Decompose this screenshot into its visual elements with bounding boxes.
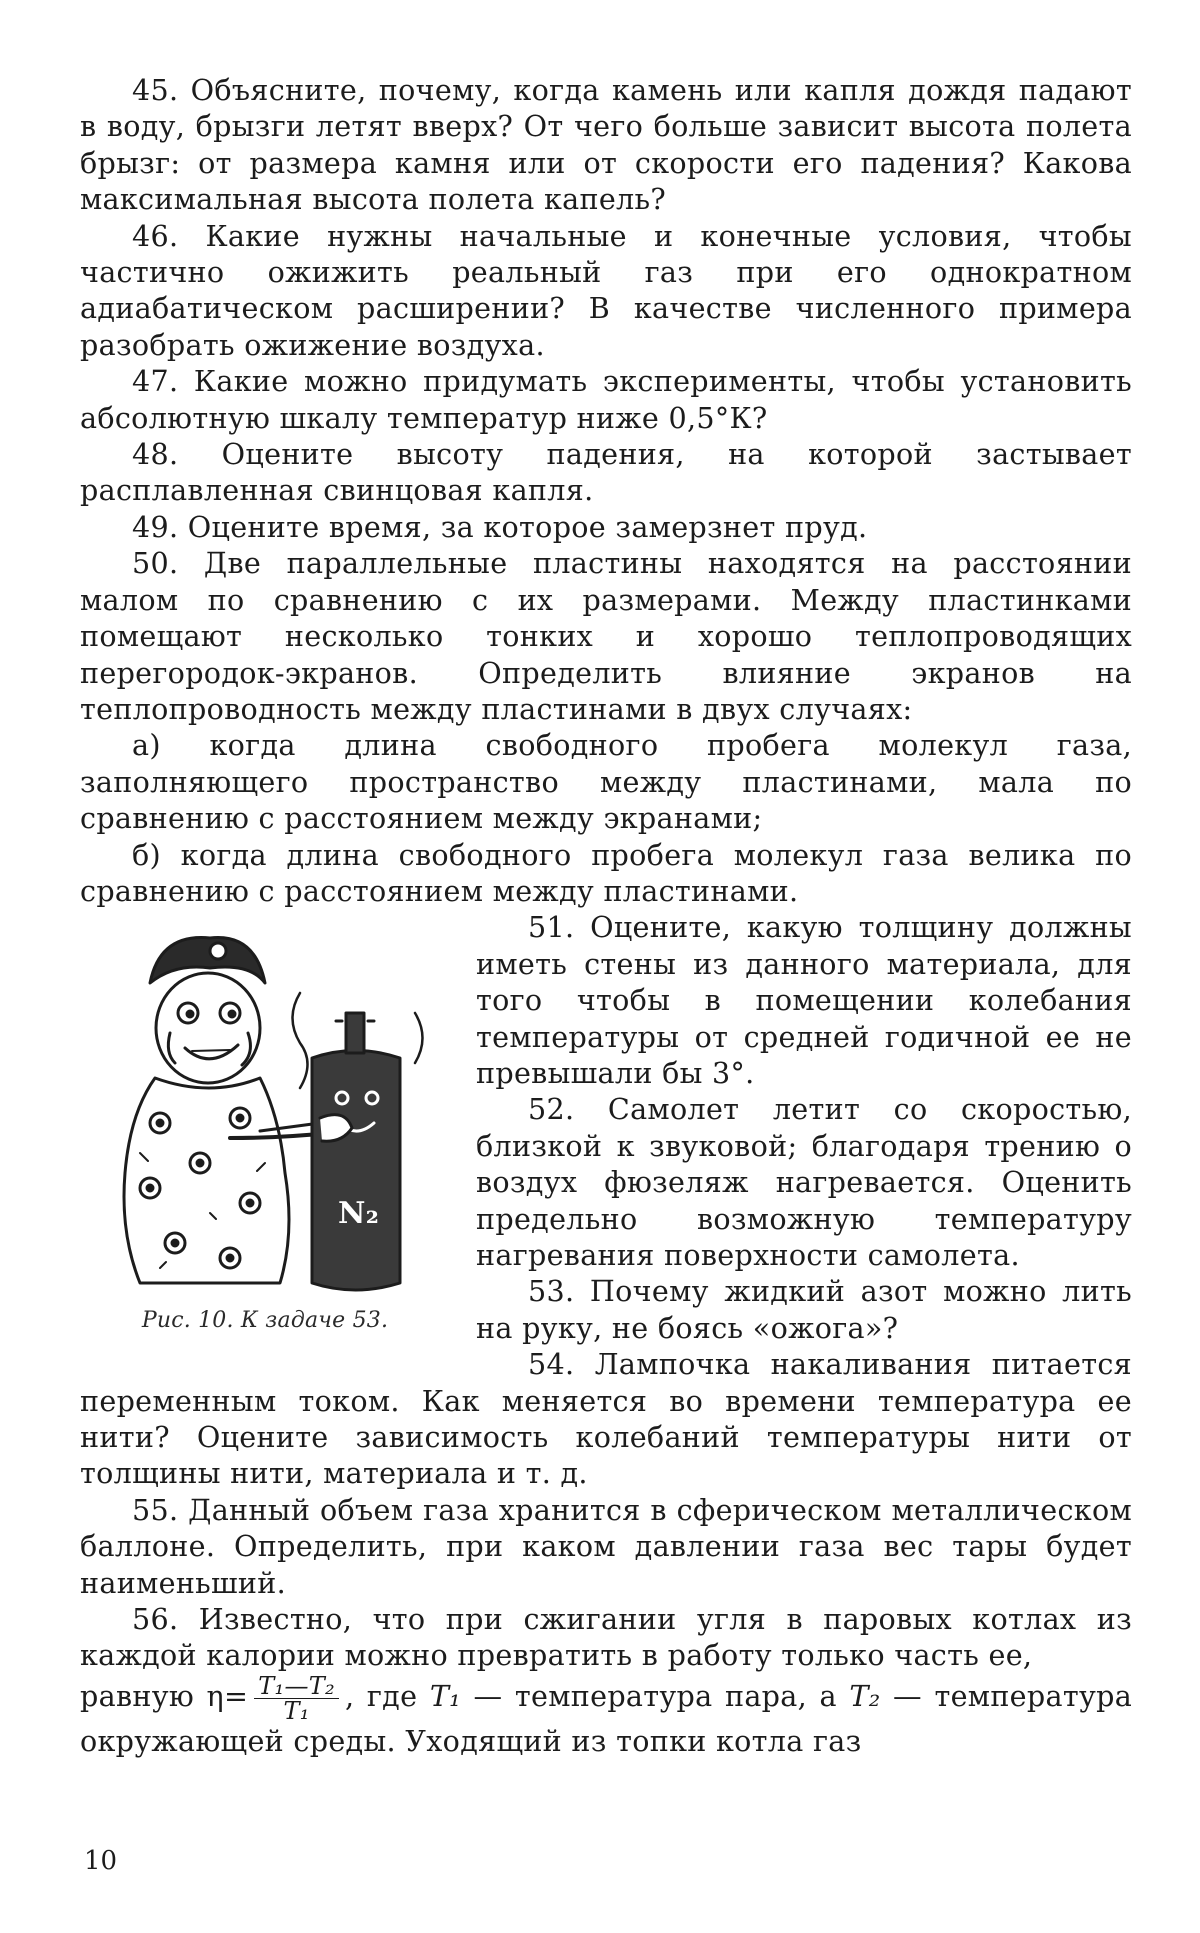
- fraction-numerator: T₁—T₂: [254, 1674, 339, 1699]
- figure-block: [80, 909, 1132, 1492]
- problem-49: 49. Оцените время, за которое замерзнет пруд.: [132, 509, 868, 544]
- problem-45: 45. Объясните, почему, когда камень или капля дождя падают в воду, брызги летят вверх? От чего больше зависит высота полета брызг: от размера камня или от скорости его падения? Какова максимальная высота полета капель?: [80, 73, 1132, 217]
- fraction-denominator: T₁: [283, 1696, 310, 1725]
- problem-52: 52. Самолет летит со скоростью, близкой к звуковой; благодаря трению о воздух фюзеляж нагревается. Оценить предельно возможную температуру нагревания поверхности самолета.: [476, 1092, 1132, 1272]
- problem-56-formula-line: [80, 1671, 1133, 1759]
- symbol-t1: T₁: [429, 1678, 461, 1713]
- figure-10: [80, 913, 450, 1361]
- formula-mid: — температура пара, а: [473, 1678, 837, 1713]
- problem-47: 47. Какие можно придумать эксперименты, чтобы установить абсолютную шкалу температур ниже 0,5°К?: [80, 364, 1132, 435]
- problem-56-start: 56. Известно, что при сжигании угля в паровых котлах из каждой калории можно превратить в работу только часть ее,: [80, 1602, 1132, 1673]
- page-number: 10: [84, 1846, 118, 1876]
- problem-51: 51. Оцените, какую толщину должны иметь стены из данного материала, для того чтобы в помещении колебания температуры от средней годичной ее не превышали бы 3°.: [476, 910, 1132, 1090]
- page-body: [80, 72, 1132, 1759]
- problem-54: 54. Лампочка накаливания питается переменным током. Как меняется во времени температура ее нити? Оцените зависимость колебаний температуры нити от толщины нити, материала и т. д.: [80, 1347, 1132, 1491]
- formula-prefix: равную η=: [80, 1678, 249, 1713]
- problem-48: 48. Оцените высоту падения, на которой застывает расплавленная свинцовая капля.: [80, 437, 1132, 508]
- problem-55: 55. Данный объем газа хранится в сферическом металлическом баллоне. Определить, при каком давлении газа вес тары будет наименьший.: [80, 1492, 1132, 1600]
- symbol-t2: T₂: [849, 1678, 881, 1713]
- formula-where: , где: [344, 1678, 418, 1713]
- problem-50a: а) когда длина свободного пробега молекул газа, заполняющего пространство между пластинами, мала по сравнению с расстоянием между экранами;: [80, 728, 1132, 836]
- formula-end: — температура окружающей среды. Уходящий из топки котла газ: [80, 1678, 1133, 1758]
- cylinder-label: N₂: [338, 1196, 380, 1232]
- problem-50: 50. Две параллельные пластины находятся на расстоянии малом по сравнению с их размерами. Между пластинками помещают несколько тонких и хорошо теплопроводящих перегородок-экранов. Определить влияние экранов на теплопроводность между пластинами в двух случаях:: [80, 546, 1132, 726]
- efficiency-fraction: [254, 1671, 339, 1725]
- cartoon-woman-with-nitrogen-cylinder-icon: [80, 913, 450, 1303]
- problem-46: 46. Какие нужны начальные и конечные условия, чтобы частично ожижить реальный газ при его однократном адиабатическом расширении? В качестве численного примера разобрать ожижение воздуха.: [80, 218, 1132, 362]
- figure-caption: Рис. 10. К задаче 53.: [141, 1308, 389, 1334]
- problem-53: 53. Почему жидкий азот можно лить на руку, не боясь «ожога»?: [476, 1274, 1132, 1345]
- problem-50b: б) когда длина свободного пробега молекул газа велика по сравнению с расстоянием между пластинами.: [80, 837, 1132, 908]
